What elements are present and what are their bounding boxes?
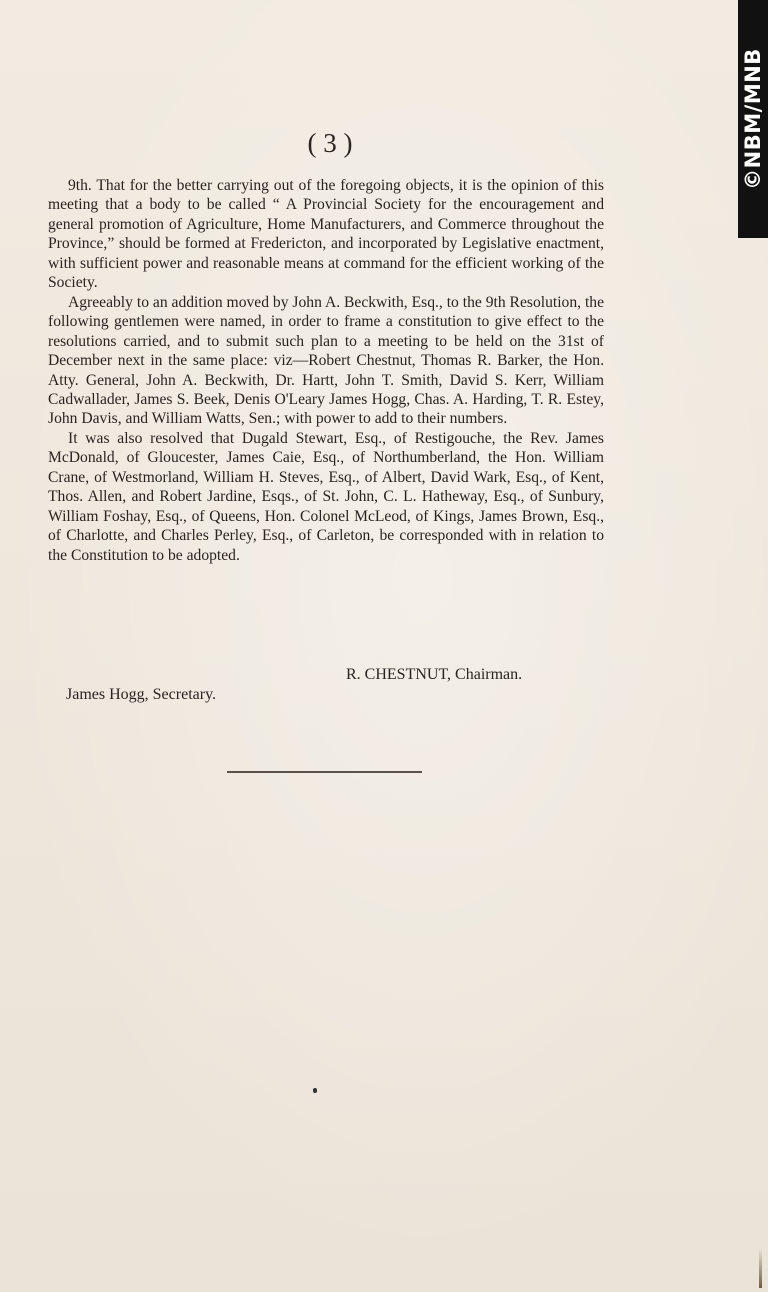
- chairman-signature: R. CHESTNUT, Chairman.: [346, 666, 523, 683]
- paragraph-committee: Agreeably to an addition moved by John A. Beckwith, Esq., to the 9th Resolution, the following gentlemen were named, in order to frame a constitution to give effect to the resolutions carried, and to submit such plan to a meeting to be held on the 31st of December next in the same place: viz—Robert Chestnut, Thomas R. Barker, the Hon. Atty. General, John A. Beckwith, Dr. Hartt, John T. Smith, David S. Kerr, William Cadwallader, James S. Beek, Denis O'Leary James Hogg, Chas. A. Harding, T. R. Estey, John Davis, and William Watts, Sen.; with power to add to their numbers.: [48, 293, 604, 428]
- copyright-watermark: [738, 0, 768, 238]
- paragraph-correspondents: It was also resolved that Dugald Stewart, Esq., of Restigouche, the Rev. James McDonald, of Gloucester, James Caie, Esq., of Northumberland, the Hon. William Crane, of Westmorland, William H. Steves, Esq., of Albert, David Wark, Esq., of Kent, Thos. Allen, and Robert Jardine, Esqs., of St. John, C. L. Hatheway, Esq., of Sunbury, William Foshay, Esq., of Queens, Hon. Colonel McLeod, of Kings, James Brown, Esq., of Charlotte, and Charles Perley, Esq., of Carleton, be corresponded with in relation to the Constitution to be adopted.: [48, 429, 604, 564]
- section-divider: [227, 771, 422, 773]
- page-number: ( 3 ): [307, 128, 353, 158]
- watermark-text: ©NBM/MNB: [741, 48, 766, 190]
- page-edge-mark: [759, 1248, 762, 1288]
- ink-speck: [313, 1088, 317, 1093]
- paragraph-resolution-9: 9th. That for the better carrying out of the foregoing objects, it is the opinion of this meeting that a body to be called “ A Provincial Society for the encouragement and general promotion of Agriculture, Home Manufacturers, and Commerce throughout the Province,” should be formed at Fredericton, and incorporated by Legislative enactment, with sufficient power and reasonable means at command for the efficient working of the Society.: [48, 177, 604, 292]
- secretary-signature: James Hogg, Secretary.: [66, 686, 217, 703]
- body-text: [48, 176, 604, 565]
